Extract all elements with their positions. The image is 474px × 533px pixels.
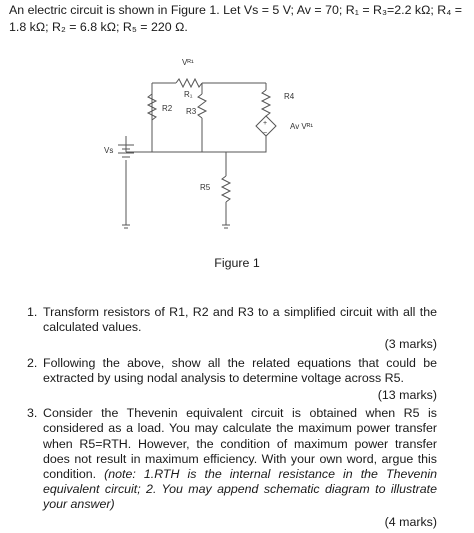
task-marks: (13 marks) <box>377 388 437 403</box>
task-text: Consider the Thevenin equivalent circuit is obtained when R5 is considered as a load. You may calculate the maximum power transfer when R5=RTH. However, the condition of maximum power transfer does not result in maximum efficiency. With your own word, argue this condition. <box>43 406 437 482</box>
label-vr1: Vᴿ¹ <box>182 58 194 67</box>
resistor-r1 <box>176 79 202 87</box>
task-marks: (3 marks) <box>384 337 437 352</box>
circuit-diagram <box>88 50 388 250</box>
label-r4: R4 <box>284 92 295 101</box>
resistor-r4 <box>262 90 270 116</box>
wire-source-bottom <box>226 136 266 152</box>
source-minus-sign: − <box>263 130 268 137</box>
task-note: (note: 1.RTH is the internal resistance in the Thevenin equivalent circuit; 2. You may append schematic diagram to illustrate your answer) <box>43 467 437 512</box>
task-item <box>9 356 437 404</box>
problem-statement <box>9 2 467 35</box>
task-number: 2. <box>27 355 38 370</box>
ground-left <box>122 225 130 228</box>
label-r3: R3 <box>186 107 197 116</box>
task-marks: (4 marks) <box>384 514 437 529</box>
resistor-r5 <box>222 176 230 202</box>
label-r2: R2 <box>162 104 173 113</box>
problem-line-1: An electric circuit is shown in Figure 1. Let Vs = 5 V; Av = 70; R₁ = R₃=2.2 kΩ; R₄ = <box>9 3 462 17</box>
source-plus-sign: + <box>263 120 268 127</box>
task-list <box>9 305 437 533</box>
task-number: 1. <box>27 305 38 319</box>
problem-line-2: 1.8 kΩ; R₂ = 6.8 kΩ; R₅ = 220 Ω. <box>9 19 188 34</box>
resistor-r3 <box>198 94 206 118</box>
task-item <box>9 406 437 530</box>
label-vs: Vs <box>104 146 114 155</box>
figure-caption: Figure 1 <box>214 256 260 270</box>
task-text: Following the above, show all the related equations that could be extracted by using nodal analysis to determine voltage across R5. <box>43 355 437 385</box>
label-r5: R5 <box>200 183 211 192</box>
ground-right <box>222 225 230 228</box>
task-number: 3. <box>27 406 38 421</box>
task-item <box>9 305 437 353</box>
label-r1: R₁ <box>184 90 193 99</box>
task-text: Transform resistors of R1, R2 and R3 to a simplified circuit with all the calculated values. <box>43 305 437 335</box>
label-source: Av Vᴿ¹ <box>290 122 314 131</box>
